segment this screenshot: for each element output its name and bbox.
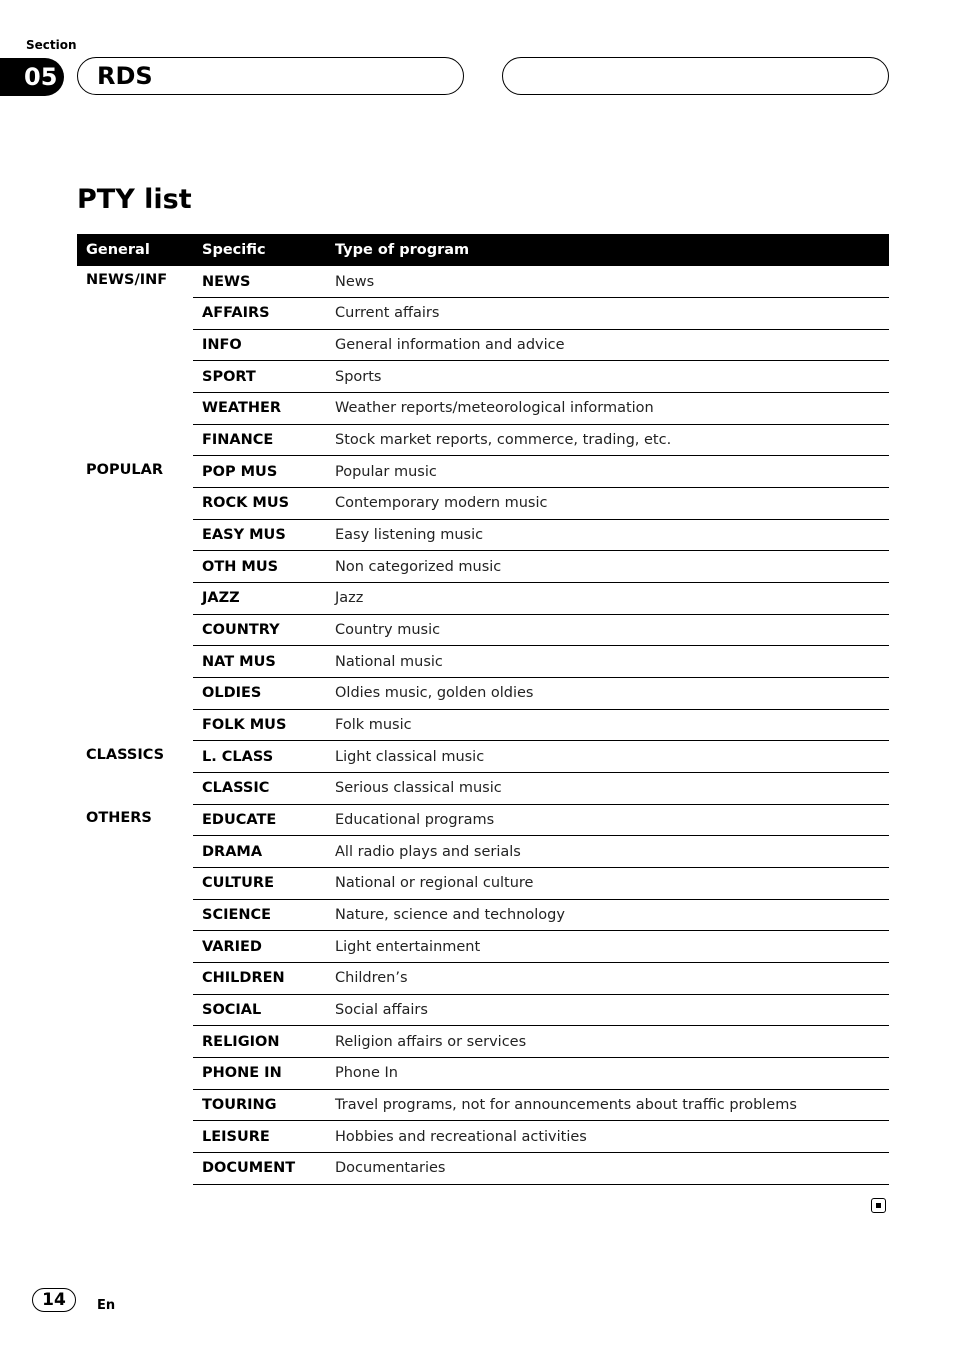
program-type-cell: Popular music	[326, 456, 889, 488]
specific-cell: POP MUS	[193, 456, 326, 488]
general-category-cell: CLASSICS	[86, 746, 165, 763]
column-header-specific: Specific	[193, 234, 326, 266]
specific-cell: LEISURE	[193, 1121, 326, 1153]
program-type-cell: General information and advice	[326, 329, 889, 361]
specific-cell: WEATHER	[193, 393, 326, 425]
program-type-cell: Travel programs, not for announcements about traffic problems	[326, 1089, 889, 1121]
specific-cell: NEWS	[193, 266, 326, 298]
table-row	[77, 773, 889, 805]
program-type-cell: Stock market reports, commerce, trading, etc.	[326, 424, 889, 456]
table-row	[77, 298, 889, 330]
general-category-cell: POPULAR	[86, 461, 163, 478]
table-row	[77, 899, 889, 931]
program-type-cell: Hobbies and recreational activities	[326, 1121, 889, 1153]
program-type-cell: All radio plays and serials	[326, 836, 889, 868]
program-type-cell: Social affairs	[326, 994, 889, 1026]
table-row	[77, 393, 889, 425]
program-type-cell: Current affairs	[326, 298, 889, 330]
column-header-type: Type of program	[326, 234, 889, 266]
table-row	[77, 266, 889, 298]
table-row	[77, 994, 889, 1026]
table-row	[77, 456, 889, 488]
table-row	[77, 962, 889, 994]
specific-cell: DOCUMENT	[193, 1152, 326, 1184]
program-type-cell: Documentaries	[326, 1152, 889, 1184]
specific-cell: SPORT	[193, 361, 326, 393]
program-type-cell: Oldies music, golden oldies	[326, 678, 889, 710]
specific-cell: CHILDREN	[193, 962, 326, 994]
program-type-cell: National music	[326, 646, 889, 678]
specific-cell: CULTURE	[193, 867, 326, 899]
table-header-row	[77, 234, 889, 266]
program-type-cell: Phone In	[326, 1057, 889, 1089]
specific-cell: L. CLASS	[193, 741, 326, 773]
table-row	[77, 614, 889, 646]
program-type-cell: Weather reports/meteorological information	[326, 393, 889, 425]
specific-cell: ROCK MUS	[193, 488, 326, 520]
program-type-cell: National or regional culture	[326, 867, 889, 899]
program-type-cell: Religion affairs or services	[326, 1026, 889, 1058]
table-row	[77, 836, 889, 868]
table-row	[77, 867, 889, 899]
specific-cell: COUNTRY	[193, 614, 326, 646]
program-type-cell: Jazz	[326, 583, 889, 615]
table-row	[77, 519, 889, 551]
specific-cell: RELIGION	[193, 1026, 326, 1058]
specific-cell: DRAMA	[193, 836, 326, 868]
general-category-cell: NEWS/INF	[86, 272, 168, 288]
table-row	[77, 678, 889, 710]
end-mark-icon	[871, 1198, 886, 1213]
program-type-cell: Folk music	[326, 709, 889, 741]
program-type-cell: Light entertainment	[326, 931, 889, 963]
program-type-cell: Contemporary modern music	[326, 488, 889, 520]
table-row	[77, 488, 889, 520]
table-row	[77, 931, 889, 963]
header-right-box	[502, 57, 889, 95]
specific-cell: AFFAIRS	[193, 298, 326, 330]
page-title: PTY list	[77, 184, 192, 215]
specific-cell: FOLK MUS	[193, 709, 326, 741]
program-type-cell: Non categorized music	[326, 551, 889, 583]
specific-cell: SOCIAL	[193, 994, 326, 1026]
section-label: Section	[26, 38, 77, 52]
specific-cell: VARIED	[193, 931, 326, 963]
program-type-cell: Children’s	[326, 962, 889, 994]
program-type-cell: Light classical music	[326, 741, 889, 773]
table-row	[77, 329, 889, 361]
table-row	[77, 424, 889, 456]
table-row	[77, 1057, 889, 1089]
page-number: 14	[32, 1288, 76, 1312]
table-row	[77, 1121, 889, 1153]
program-type-cell: Educational programs	[326, 804, 889, 836]
table-row	[77, 646, 889, 678]
chapter-title-box	[77, 57, 464, 95]
pty-table-body	[77, 266, 889, 1184]
program-type-cell: Country music	[326, 614, 889, 646]
table-row	[77, 709, 889, 741]
general-category-cell: OTHERS	[86, 810, 152, 827]
specific-cell: INFO	[193, 329, 326, 361]
specific-cell: PHONE IN	[193, 1057, 326, 1089]
table-row	[77, 1152, 889, 1184]
chapter-title: RDS	[97, 62, 153, 90]
specific-cell: SCIENCE	[193, 899, 326, 931]
table-row	[77, 804, 889, 836]
specific-cell: TOURING	[193, 1089, 326, 1121]
table-row	[77, 361, 889, 393]
column-header-general: General	[77, 234, 193, 266]
language-code: En	[97, 1298, 116, 1313]
specific-cell: EDUCATE	[193, 804, 326, 836]
table-row	[77, 1089, 889, 1121]
specific-cell: JAZZ	[193, 583, 326, 615]
program-type-cell: Nature, science and technology	[326, 899, 889, 931]
specific-cell: OLDIES	[193, 678, 326, 710]
specific-cell: NAT MUS	[193, 646, 326, 678]
table-row	[77, 551, 889, 583]
table-row	[77, 1026, 889, 1058]
table-row	[77, 741, 889, 773]
specific-cell: EASY MUS	[193, 519, 326, 551]
program-type-cell: Easy listening music	[326, 519, 889, 551]
specific-cell: CLASSIC	[193, 773, 326, 805]
specific-cell: OTH MUS	[193, 551, 326, 583]
program-type-cell: Serious classical music	[326, 773, 889, 805]
specific-cell: FINANCE	[193, 424, 326, 456]
pty-table	[77, 234, 889, 1185]
program-type-cell: News	[326, 266, 889, 298]
table-row	[77, 583, 889, 615]
section-number-tab: 05	[0, 58, 64, 96]
program-type-cell: Sports	[326, 361, 889, 393]
